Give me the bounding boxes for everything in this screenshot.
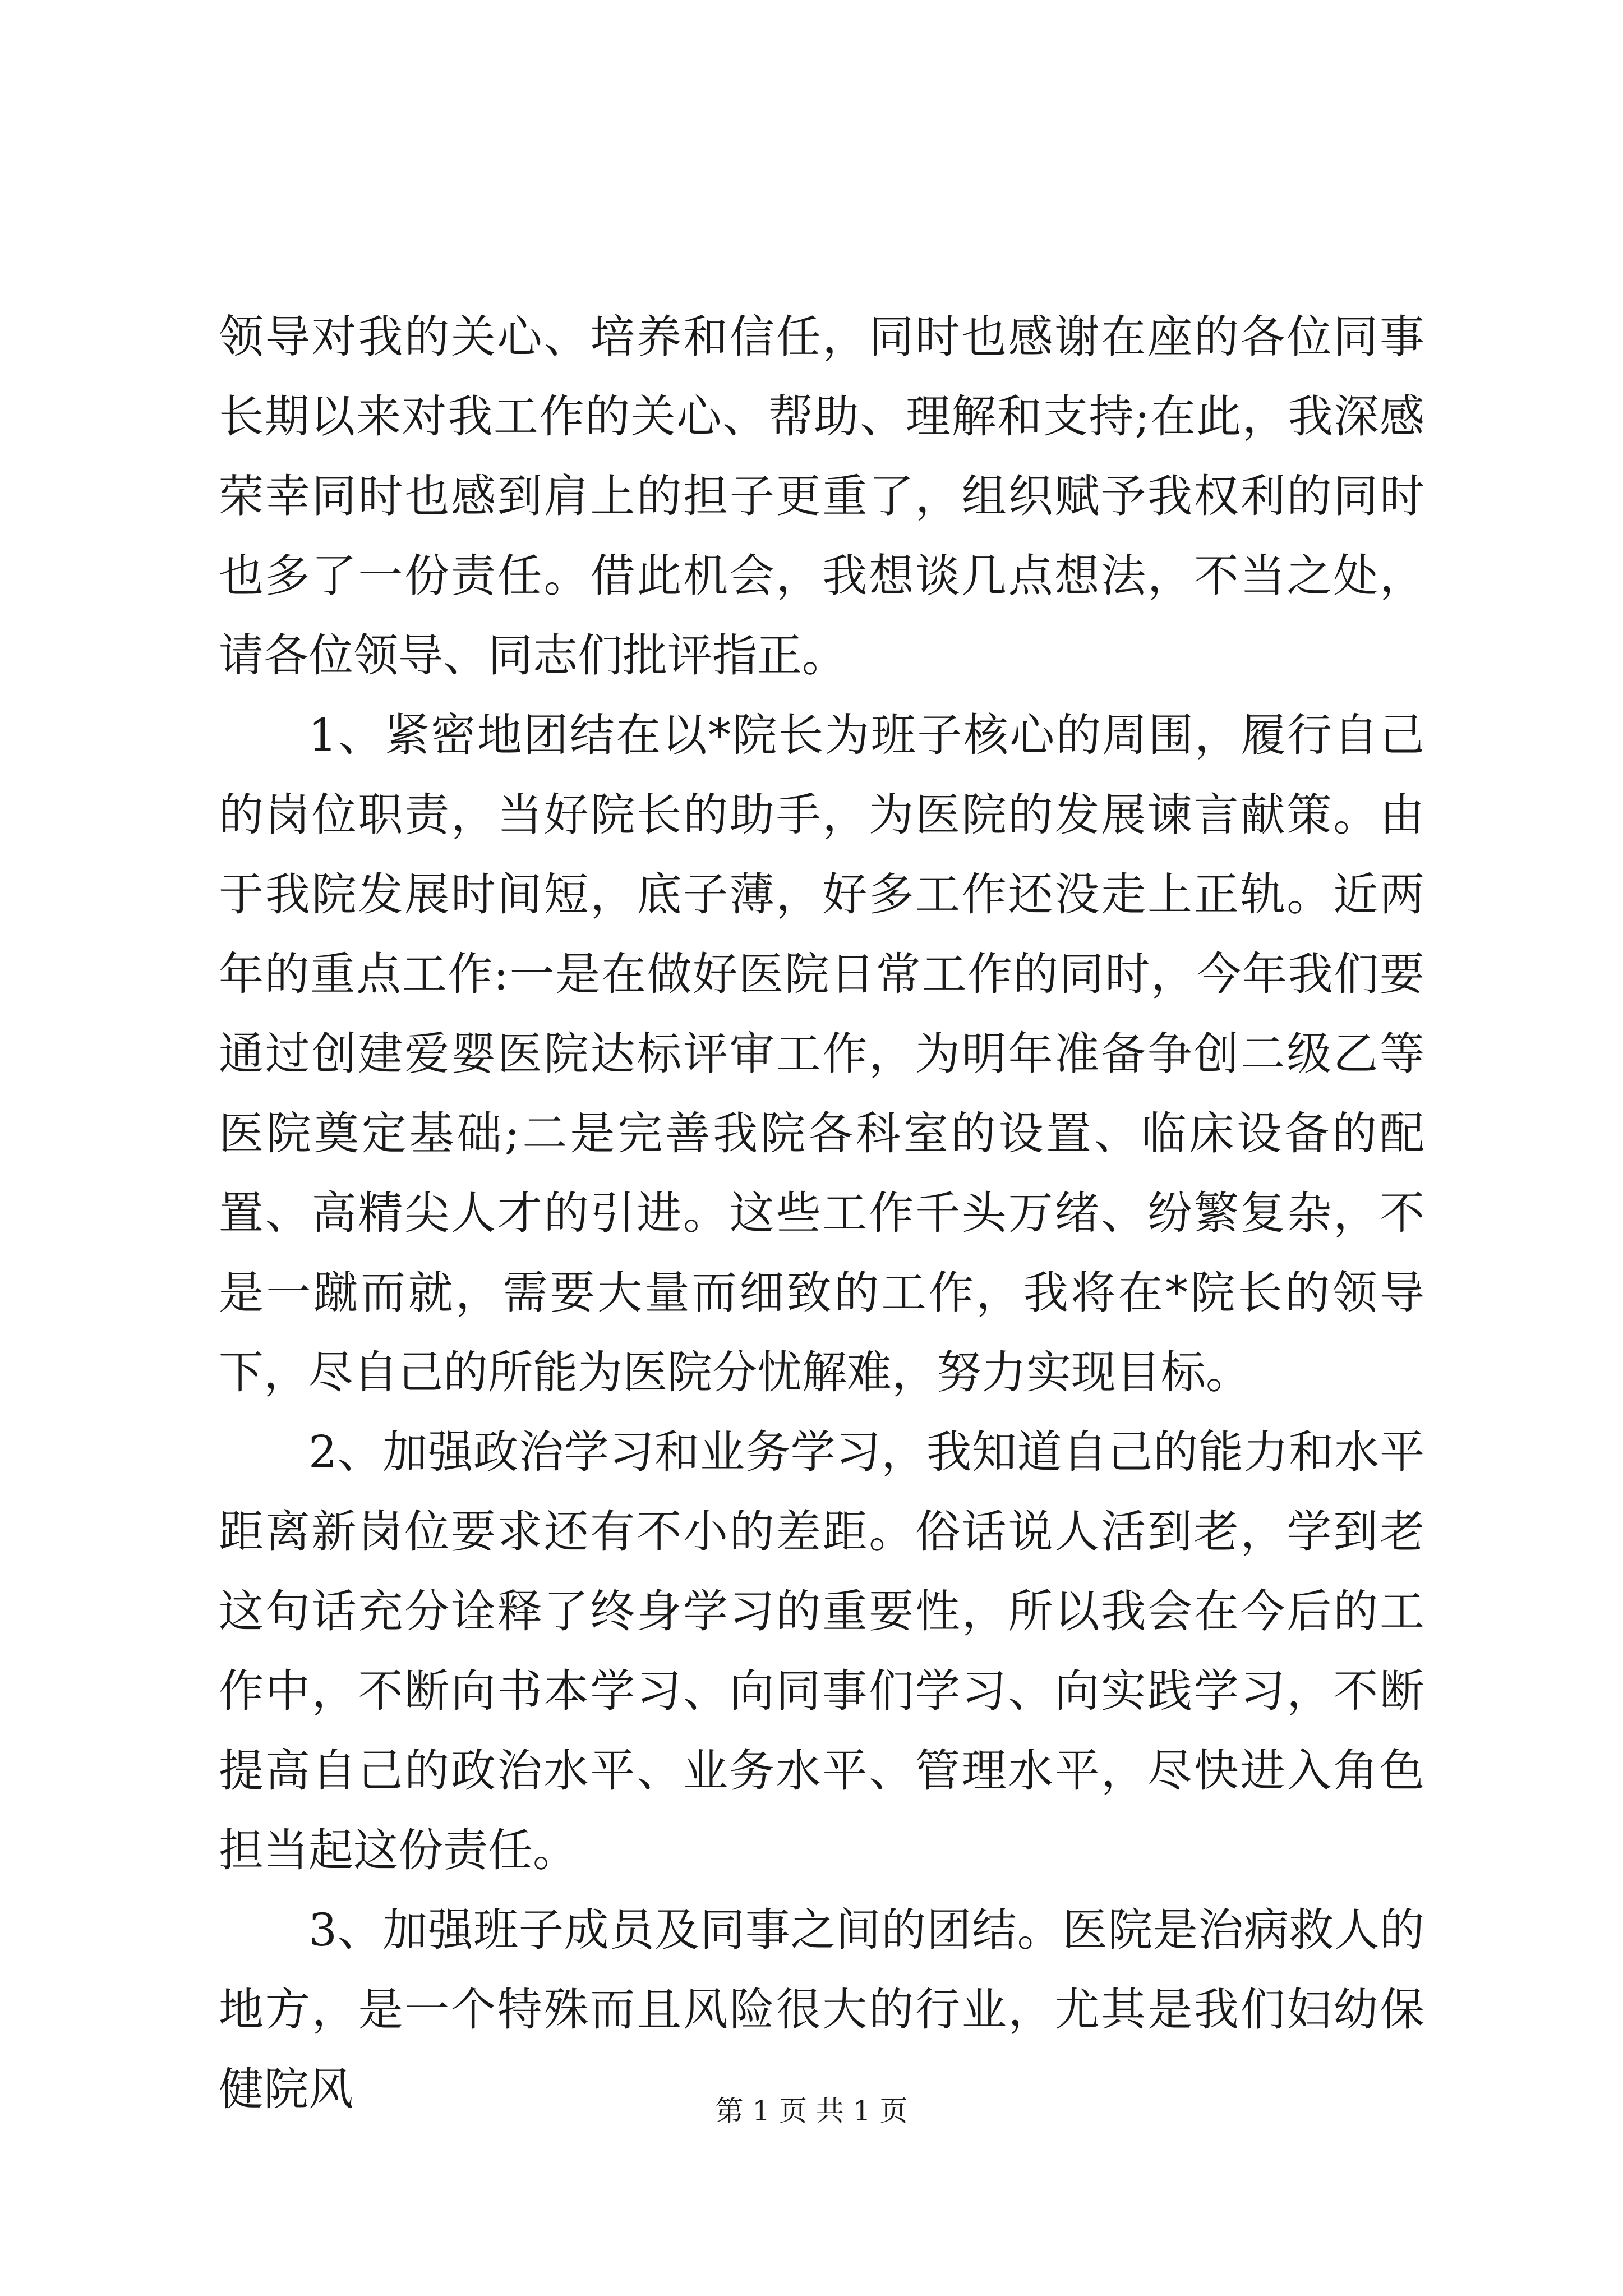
paragraph-point-1: 1、紧密地团结在以*院长为班子核心的周围，履行自己的岗位职责，当好院长的助手，为医院的发展谏言献策。由于我院发展时间短，底子薄，好多工作还没走上正轨。近两年的重点工作:一是在做好医院日常工作的同时，今年我们要通过创建爱婴医院达标评审工作，为明年准备争创二级乙等医院奠定基础;二是完善我院各科室的设置、临床设备的配置、高精尖人才的引进。这些工作千头万绪、纷繁复杂，不是一蹴而就，需要大量而细致的工作，我将在*院长的领导下，尽自己的所能为医院分忧解难，努力实现目标。 xyxy=(219,709,1424,1398)
page-footer xyxy=(0,2091,1623,2131)
page-number-label: 第 1 页 共 1 页 xyxy=(715,2095,908,2127)
paragraph-point-3: 3、加强班子成员及同事之间的团结。医院是治病救人的地方，是一个特殊而且风险很大的行业，尤其是我们妇幼保健院风 xyxy=(219,1904,1424,2115)
paragraph-intro-continuation: 领导对我的关心、培养和信任，同时也感谢在座的各位同事长期以来对我工作的关心、帮助、理解和支持;在此，我深感荣幸同时也感到肩上的担子更重了，组织赋予我权利的同时也多了一份责任。借此机会，我想谈几点想法，不当之处，请各位领导、同志们批评指正。 xyxy=(219,311,1424,682)
document-body xyxy=(219,297,1424,2129)
paragraph-point-2: 2、加强政治学习和业务学习，我知道自己的能力和水平距离新岗位要求还有不小的差距。俗话说人活到老，学到老这句话充分诠释了终身学习的重要性，所以我会在今后的工作中，不断向书本学习、向同事们学习、向实践学习，不断提高自己的政治水平、业务水平、管理水平，尽快进入角色担当起这份责任。 xyxy=(219,1426,1424,1876)
